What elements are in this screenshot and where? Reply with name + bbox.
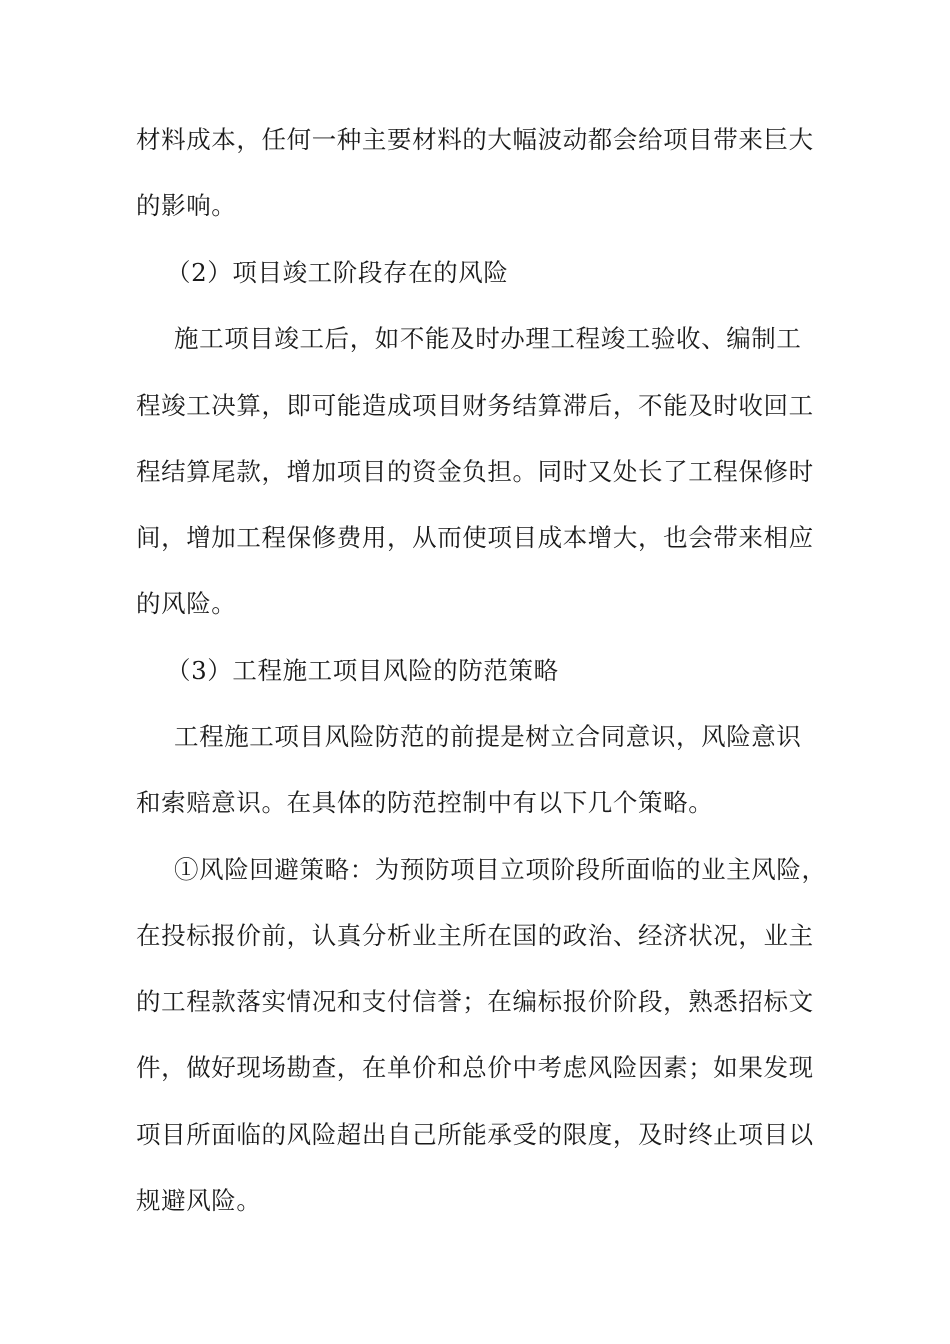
paragraph-line: 项目所面临的风险超出自己所能承受的限度，及时终止项目以 xyxy=(136,1120,814,1149)
paragraph-line: 的风险。 xyxy=(136,589,237,618)
paragraph-line: 工程施工项目风险防范的前提是树立合同意识，风险意识 xyxy=(174,722,802,751)
paragraph-line: 的工程款落实情况和支付信誉；在编标报价阶段，熟悉招标文 xyxy=(136,987,814,1016)
paragraph-line: ①风险回避策略：为预防项目立项阶段所面临的业主风险， xyxy=(174,855,827,884)
paragraph-line: 在投标报价前，认真分析业主所在国的政治、经济状况，业主 xyxy=(136,921,814,950)
paragraph-line: 件，做好现场勘查，在单价和总价中考虑风险因素；如果发现 xyxy=(136,1053,814,1082)
paragraph-line: 和索赔意识。在具体的防范控制中有以下几个策略。 xyxy=(136,788,714,817)
paragraph-line: 程竣工决算，即可能造成项目财务结算滞后，不能及时收回工 xyxy=(136,391,814,420)
paragraph-line: 材料成本，任何一种主要材料的大幅波动都会给项目带来巨大 xyxy=(136,125,814,154)
paragraph-line: 的影响。 xyxy=(136,191,237,220)
paragraph-line: 程结算尾款，增加项目的资金负担。同时又处长了工程保修时 xyxy=(136,457,814,486)
paragraph-line: 施工项目竣工后，如不能及时办理工程竣工验收、编制工 xyxy=(174,324,802,353)
paragraph-line: 间，增加工程保修费用，从而使项目成本增大，也会带来相应 xyxy=(136,523,814,552)
section-heading: （3）工程施工项目风险的防范策略 xyxy=(166,656,559,685)
paragraph-line: 规避风险。 xyxy=(136,1186,262,1215)
section-heading: （2）项目竣工阶段存在的风险 xyxy=(166,258,509,287)
